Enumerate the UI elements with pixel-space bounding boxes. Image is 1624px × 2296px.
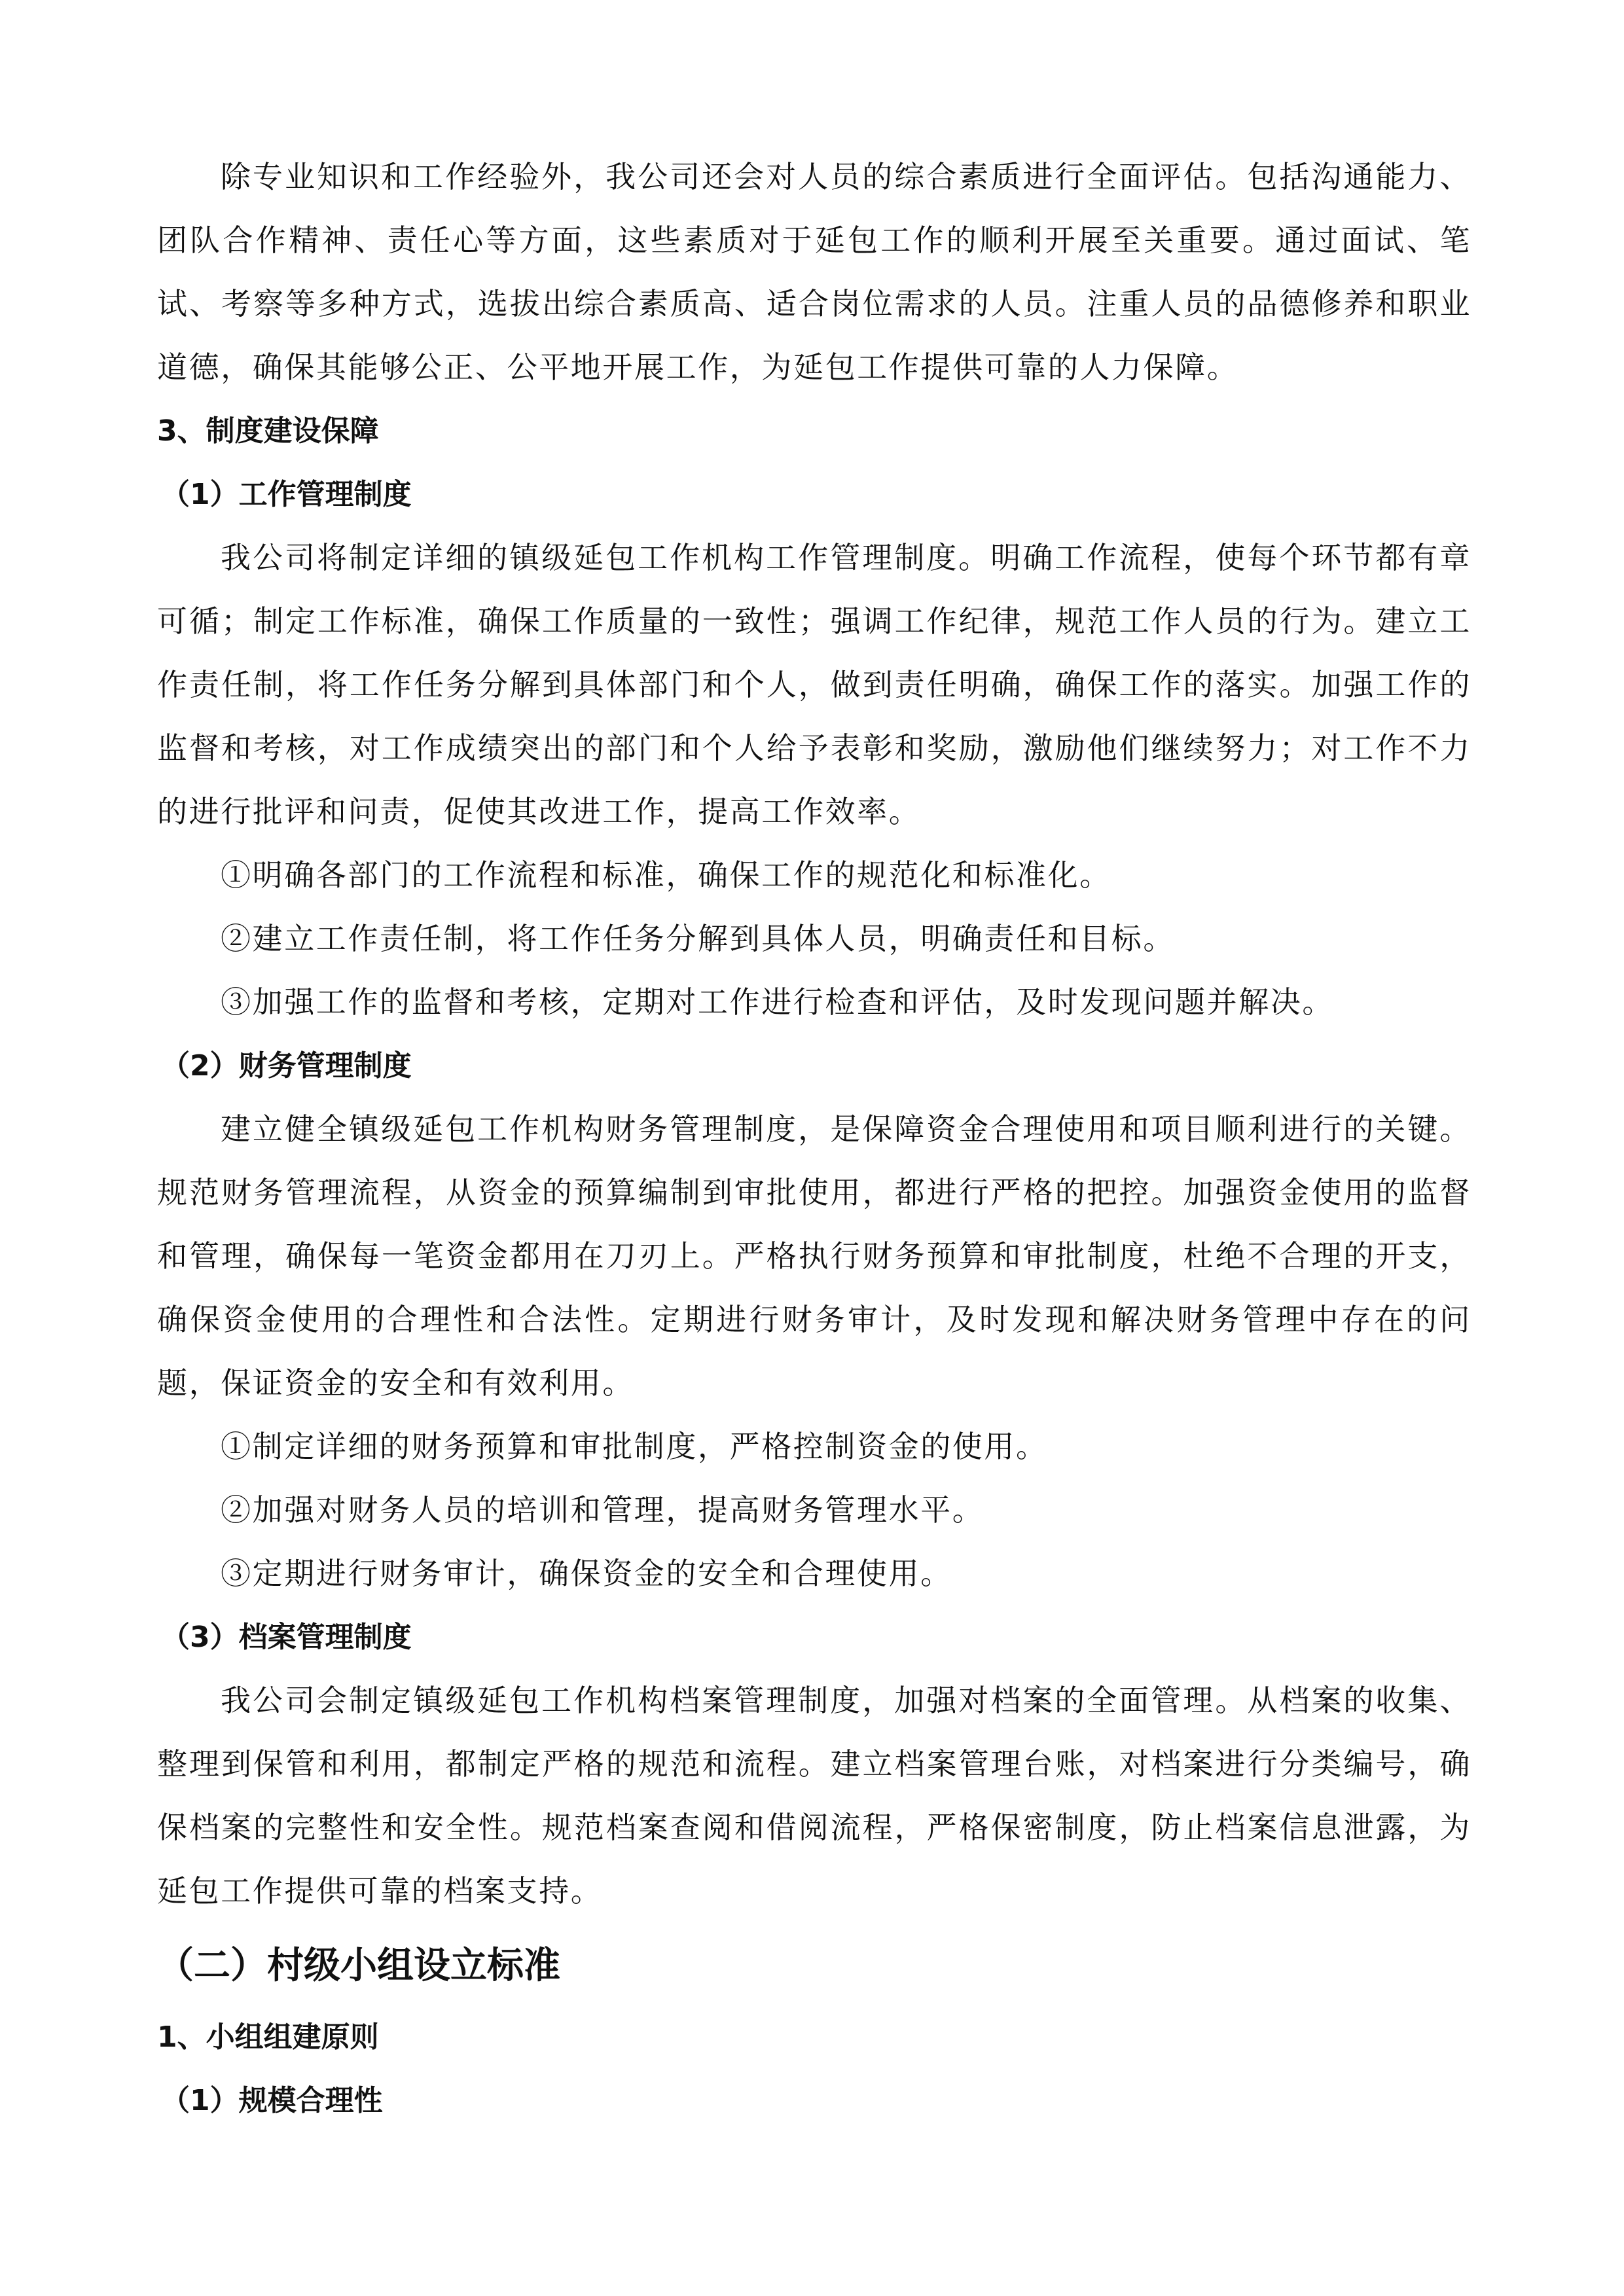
paragraph-finance-management: 建立健全镇级延包工作机构财务管理制度，是保障资金合理使用和项目顺利进行的关键。规范财务管理流程，从资金的预算编制到审批使用，都进行严格的把控。加强资金使用的监督和管理，确保每一笔资金都用在刀刃上。严格执行财务预算和审批制度，杜绝不合理的开支，确保资金使用的合理性和合法性。定期进行财务审计，及时发现和解决财务管理中存在的问题，保证资金的安全和有效利用。: [157, 1111, 1471, 1401]
heading-scale-rationality: （1）规模合理性: [161, 2084, 383, 2117]
list-item-work-1: ①明确各部门的工作流程和标准，确保工作的规范化和标准化。: [221, 857, 1111, 893]
heading-archive-management: （3）档案管理制度: [161, 1621, 412, 1654]
paragraph-archive-management: 我公司会制定镇级延包工作机构档案管理制度，加强对档案的全面管理。从档案的收集、整理到保管和利用，都制定严格的规范和流程。建立档案管理台账，对档案进行分类编号，确保档案的完整性和安全性。规范档案查阅和借阅流程，严格保密制度，防止档案信息泄露，为延包工作提供可靠的档案支持。: [157, 1683, 1471, 1909]
list-item-finance-3: ③定期进行财务审计，确保资金的安全和合理使用。: [221, 1556, 952, 1591]
list-item-finance-1: ①制定详细的财务预算和审批制度，严格控制资金的使用。: [221, 1429, 1048, 1464]
heading-group-principles: 1、小组组建原则: [157, 2020, 379, 2054]
heading-finance-management: （2）财务管理制度: [161, 1049, 412, 1083]
paragraph-comprehensive-quality: 除专业知识和工作经验外，我公司还会对人员的综合素质进行全面评估。包括沟通能力、团队合作精神、责任心等方面，这些素质对于延包工作的顺利开展至关重要。通过面试、笔试、考察等多种方式，选拔出综合素质高、适合岗位需求的人员。注重人员的品德修养和职业道德，确保其能够公正、公平地开展工作，为延包工作提供可靠的人力保障。: [157, 159, 1471, 385]
heading-work-management: （1）工作管理制度: [161, 478, 412, 511]
heading-village-group-standards: （二）村级小组设立标准: [157, 1945, 560, 1987]
document-page: [157, 145, 1471, 2132]
list-item-finance-2: ②加强对财务人员的培训和管理，提高财务管理水平。: [221, 1492, 984, 1528]
paragraph-work-management: 我公司将制定详细的镇级延包工作机构工作管理制度。明确工作流程，使每个环节都有章可循；制定工作标准，确保工作质量的一致性；强调工作纪律，规范工作人员的行为。建立工作责任制，将工作任务分解到具体部门和个人，做到责任明确，确保工作的落实。加强工作的监督和考核，对工作成绩突出的部门和个人给予表彰和奖励，激励他们继续努力；对工作不力的进行批评和问责，促使其改进工作，提高工作效率。: [157, 540, 1471, 829]
list-item-work-3: ③加强工作的监督和考核，定期对工作进行检查和评估，及时发现问题并解决。: [221, 984, 1334, 1020]
list-item-work-2: ②建立工作责任制，将工作任务分解到具体人员，明确责任和目标。: [221, 921, 1175, 956]
heading-system-construction: 3、制度建设保障: [157, 414, 379, 448]
